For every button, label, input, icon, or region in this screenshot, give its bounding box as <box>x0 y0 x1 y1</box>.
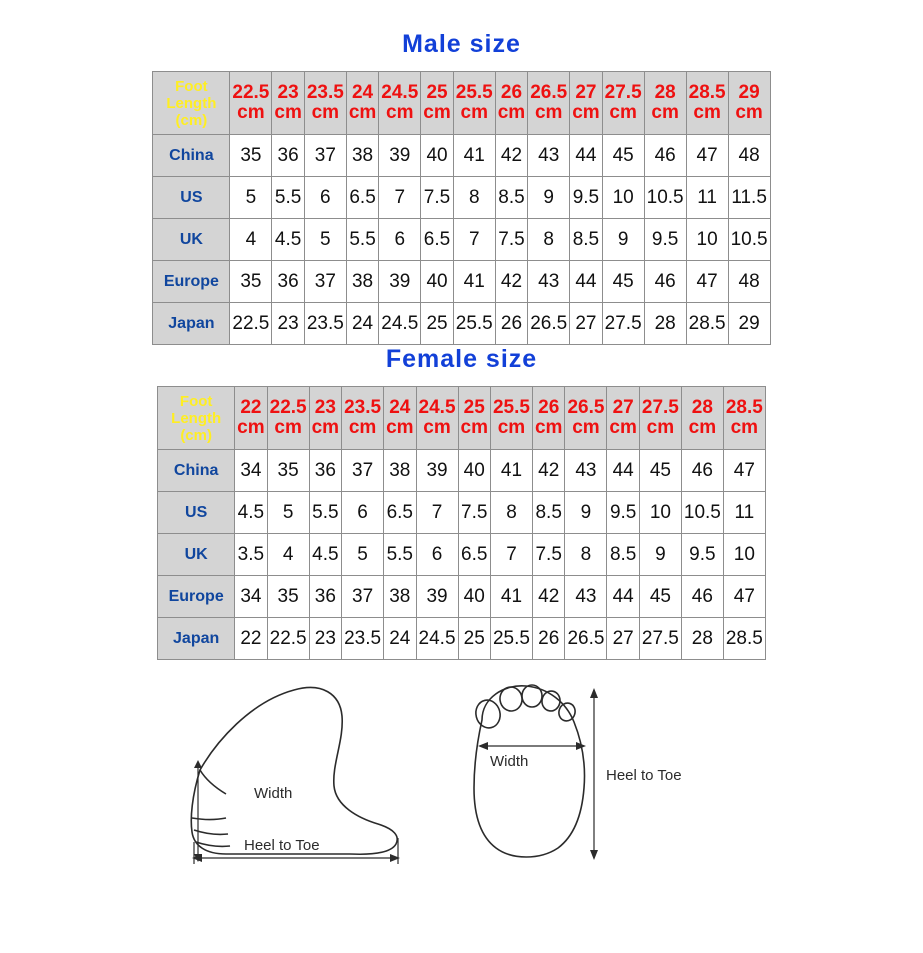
region-label: Japan <box>153 303 230 345</box>
size-value-cell: 9 <box>565 492 607 534</box>
size-value-cell: 38 <box>384 450 416 492</box>
size-value-cell: 24 <box>346 303 378 345</box>
foot-length-header <box>158 387 235 450</box>
size-value-cell: 26.5 <box>565 618 607 660</box>
foot-length-unit: cm <box>497 417 526 438</box>
foot-length-cell <box>267 387 309 450</box>
size-value-cell: 45 <box>602 261 644 303</box>
foot-length-value: 29 <box>738 82 760 103</box>
foot-length-unit: cm <box>609 102 637 123</box>
size-value-cell: 5 <box>267 492 309 534</box>
side-view-length-label: Heel to Toe <box>243 837 320 854</box>
foot-length-value: 28 <box>691 397 713 418</box>
foot-length-value: 23 <box>314 397 336 418</box>
size-value-cell: 8 <box>565 534 607 576</box>
foot-length-value: 28.5 <box>725 397 763 418</box>
foot-length-unit: cm <box>534 417 563 438</box>
foot-length-cell <box>495 72 527 135</box>
size-value-cell: 36 <box>272 135 304 177</box>
size-value-cell: 25.5 <box>453 303 495 345</box>
size-value-cell: 47 <box>686 135 728 177</box>
size-value-cell: 10 <box>686 219 728 261</box>
size-value-cell: 44 <box>570 135 602 177</box>
size-value-cell: 45 <box>639 450 681 492</box>
size-value-cell: 37 <box>304 261 346 303</box>
foot-length-unit: cm <box>311 417 340 438</box>
foot-length-cell <box>309 387 341 450</box>
size-value-cell: 28 <box>644 303 686 345</box>
size-value-cell: 38 <box>346 261 378 303</box>
foot-measurement-diagram <box>0 668 923 868</box>
top-view-length-label: Heel to Toe <box>605 767 682 784</box>
foot-length-unit: cm <box>386 417 414 438</box>
foot-length-unit: cm <box>646 417 675 438</box>
foot-length-cell <box>728 72 770 135</box>
foot-length-header-line: Length <box>171 409 222 427</box>
size-value-cell: 47 <box>723 576 765 618</box>
foot-length-cell <box>490 387 532 450</box>
size-value-cell: 40 <box>458 576 490 618</box>
size-value-cell: 6 <box>416 534 458 576</box>
size-value-cell: 42 <box>495 261 527 303</box>
size-value-cell: 23 <box>309 618 341 660</box>
size-value-cell: 5.5 <box>309 492 341 534</box>
size-value-cell: 41 <box>490 450 532 492</box>
size-value-cell: 26 <box>495 303 527 345</box>
foot-length-cell <box>565 387 607 450</box>
size-value-cell: 37 <box>342 576 384 618</box>
top-view-width-label: Width <box>489 753 528 770</box>
size-value-cell: 10.5 <box>728 219 770 261</box>
size-value-cell: 27 <box>607 618 639 660</box>
size-value-cell: 34 <box>235 450 267 492</box>
foot-length-cell <box>570 72 602 135</box>
size-value-cell: 10.5 <box>681 492 723 534</box>
size-value-cell: 29 <box>728 303 770 345</box>
size-value-cell: 7.5 <box>458 492 490 534</box>
foot-length-cell <box>416 387 458 450</box>
size-value-cell: 36 <box>309 576 341 618</box>
size-value-cell: 35 <box>267 576 309 618</box>
table-header-row <box>158 387 766 450</box>
size-value-cell: 10 <box>602 177 644 219</box>
size-value-cell: 39 <box>416 450 458 492</box>
foot-length-value: 26.5 <box>567 397 605 418</box>
size-value-cell: 46 <box>681 576 723 618</box>
size-value-cell: 8.5 <box>532 492 564 534</box>
size-value-cell: 8 <box>528 219 570 261</box>
size-value-cell: 7 <box>379 177 421 219</box>
foot-length-unit: cm <box>311 102 340 123</box>
size-value-cell: 27.5 <box>602 303 644 345</box>
size-value-cell: 5.5 <box>384 534 416 576</box>
size-value-cell: 36 <box>309 450 341 492</box>
foot-length-cell <box>681 387 723 450</box>
foot-length-cell <box>607 387 639 450</box>
foot-length-header-line: Foot <box>175 77 208 95</box>
foot-length-value: 25.5 <box>455 82 493 103</box>
size-value-cell: 6.5 <box>346 177 378 219</box>
region-label: US <box>158 492 235 534</box>
size-value-cell: 5 <box>230 177 272 219</box>
size-chart-page <box>0 30 923 953</box>
diagram-svg <box>182 668 742 868</box>
size-value-cell: 4 <box>230 219 272 261</box>
foot-length-cell <box>230 72 272 135</box>
foot-length-unit: cm <box>237 417 265 438</box>
size-value-cell: 25 <box>421 303 453 345</box>
foot-length-value: 22 <box>240 397 262 418</box>
female-size-title: Female size <box>385 345 538 373</box>
foot-length-cell <box>644 72 686 135</box>
size-value-cell: 9.5 <box>570 177 602 219</box>
size-value-cell: 47 <box>686 261 728 303</box>
size-value-cell: 43 <box>528 135 570 177</box>
foot-length-unit: cm <box>274 102 302 123</box>
size-value-cell: 44 <box>607 450 639 492</box>
size-value-cell: 46 <box>644 261 686 303</box>
size-value-cell: 6.5 <box>384 492 416 534</box>
size-value-cell: 5.5 <box>346 219 378 261</box>
size-value-cell: 4.5 <box>272 219 304 261</box>
foot-length-value: 27 <box>575 82 597 103</box>
size-value-cell: 7.5 <box>421 177 453 219</box>
foot-length-header <box>153 72 230 135</box>
size-value-cell: 11 <box>723 492 765 534</box>
region-label: Europe <box>153 261 230 303</box>
size-value-cell: 43 <box>565 450 607 492</box>
foot-length-value: 26 <box>538 397 560 418</box>
foot-length-header-line: Length <box>166 94 217 112</box>
size-value-cell: 6.5 <box>421 219 453 261</box>
foot-length-cell <box>458 387 490 450</box>
foot-length-unit: cm <box>460 102 488 123</box>
male-size-title: Male size <box>402 30 521 58</box>
foot-length-value: 25 <box>463 397 485 418</box>
side-view-width-label: Width <box>253 785 292 802</box>
foot-length-value: 26 <box>500 82 523 103</box>
foot-length-cell <box>639 387 681 450</box>
foot-length-cell <box>342 387 384 450</box>
size-value-cell: 9 <box>639 534 681 576</box>
size-value-cell: 27.5 <box>639 618 681 660</box>
foot-length-cell <box>235 387 267 450</box>
foot-length-value: 23.5 <box>344 397 382 418</box>
foot-length-unit: cm <box>730 417 759 438</box>
size-value-cell: 9.5 <box>681 534 723 576</box>
size-value-cell: 22.5 <box>230 303 272 345</box>
size-value-cell: 46 <box>644 135 686 177</box>
foot-length-unit: cm <box>423 417 451 438</box>
size-value-cell: 6 <box>379 219 421 261</box>
foot-length-unit: cm <box>572 102 600 123</box>
region-label: UK <box>153 219 230 261</box>
size-value-cell: 25.5 <box>490 618 532 660</box>
size-value-cell: 41 <box>453 261 495 303</box>
foot-length-cell <box>272 72 304 135</box>
foot-length-cell <box>421 72 453 135</box>
size-value-cell: 39 <box>379 261 421 303</box>
female-size-table <box>157 386 766 660</box>
foot-length-unit: cm <box>609 417 637 438</box>
region-label: US <box>153 177 230 219</box>
size-value-cell: 43 <box>565 576 607 618</box>
foot-length-cell <box>379 72 421 135</box>
size-value-cell: 28 <box>681 618 723 660</box>
size-value-cell: 7.5 <box>532 534 564 576</box>
region-label: Europe <box>158 576 235 618</box>
size-value-cell: 8.5 <box>607 534 639 576</box>
top-view-length-dimension <box>590 688 598 860</box>
foot-length-value: 25 <box>426 82 448 103</box>
foot-length-cell <box>304 72 346 135</box>
region-label: Japan <box>158 618 235 660</box>
size-value-cell: 7 <box>416 492 458 534</box>
size-value-cell: 11 <box>686 177 728 219</box>
size-value-cell: 34 <box>235 576 267 618</box>
foot-length-cell <box>528 72 570 135</box>
size-value-cell: 27 <box>570 303 602 345</box>
foot-length-unit: cm <box>693 102 721 123</box>
size-value-cell: 10.5 <box>644 177 686 219</box>
foot-length-header-line: Foot <box>179 392 213 410</box>
size-value-cell: 40 <box>458 450 490 492</box>
foot-length-cell <box>602 72 644 135</box>
male-size-table <box>152 71 770 345</box>
foot-length-unit: cm <box>348 417 377 438</box>
table-row <box>153 177 770 219</box>
size-value-cell: 42 <box>495 135 527 177</box>
table-row <box>158 492 766 534</box>
size-value-cell: 24.5 <box>379 303 421 345</box>
size-value-cell: 41 <box>490 576 532 618</box>
table-row <box>158 450 766 492</box>
table-row <box>158 618 766 660</box>
foot-length-unit: cm <box>497 102 526 123</box>
foot-length-unit: cm <box>688 417 717 438</box>
size-value-cell: 24 <box>384 618 416 660</box>
size-value-cell: 38 <box>346 135 378 177</box>
table-row <box>153 261 770 303</box>
foot-length-unit: cm <box>237 102 265 123</box>
top-view-width-dimension <box>478 742 586 750</box>
size-value-cell: 46 <box>681 450 723 492</box>
table-row <box>153 135 770 177</box>
size-value-cell: 3.5 <box>235 534 267 576</box>
foot-length-cell <box>384 387 416 450</box>
size-value-cell: 26 <box>532 618 564 660</box>
side-view-foot <box>191 688 397 855</box>
region-label: China <box>153 135 230 177</box>
size-value-cell: 9 <box>528 177 570 219</box>
size-value-cell: 22.5 <box>267 618 309 660</box>
size-value-cell: 28.5 <box>723 618 765 660</box>
foot-length-header-line: (cm) <box>175 111 208 129</box>
foot-length-unit: cm <box>651 102 679 123</box>
size-value-cell: 5 <box>342 534 384 576</box>
foot-length-value: 23.5 <box>306 82 344 103</box>
foot-length-value: 28 <box>654 82 676 103</box>
size-value-cell: 25 <box>458 618 490 660</box>
size-value-cell: 43 <box>528 261 570 303</box>
foot-length-value: 24.5 <box>381 82 419 103</box>
size-value-cell: 40 <box>421 261 453 303</box>
table-row <box>158 534 766 576</box>
foot-length-value: 24.5 <box>418 397 456 418</box>
size-value-cell: 7.5 <box>495 219 527 261</box>
foot-length-value: 27.5 <box>604 82 642 103</box>
foot-length-unit: cm <box>386 102 414 123</box>
size-value-cell: 6.5 <box>458 534 490 576</box>
size-value-cell: 4.5 <box>235 492 267 534</box>
foot-length-value: 28.5 <box>688 82 726 103</box>
size-value-cell: 44 <box>607 576 639 618</box>
size-value-cell: 47 <box>723 450 765 492</box>
size-value-cell: 35 <box>267 450 309 492</box>
size-value-cell: 9 <box>602 219 644 261</box>
foot-length-value: 22.5 <box>269 397 307 418</box>
foot-length-value: 22.5 <box>232 82 270 103</box>
foot-length-cell <box>532 387 564 450</box>
foot-length-unit: cm <box>274 417 302 438</box>
region-label: China <box>158 450 235 492</box>
size-value-cell: 6 <box>342 492 384 534</box>
size-value-cell: 4 <box>267 534 309 576</box>
foot-length-value: 25.5 <box>492 397 530 418</box>
foot-length-cell <box>346 72 378 135</box>
foot-length-value: 23 <box>277 82 299 103</box>
size-value-cell: 26.5 <box>528 303 570 345</box>
size-value-cell: 23 <box>272 303 304 345</box>
size-value-cell: 48 <box>728 261 770 303</box>
foot-length-unit: cm <box>348 102 377 123</box>
size-value-cell: 23.5 <box>342 618 384 660</box>
size-value-cell: 10 <box>639 492 681 534</box>
size-value-cell: 35 <box>230 261 272 303</box>
foot-length-cell <box>453 72 495 135</box>
size-value-cell: 8 <box>490 492 532 534</box>
size-value-cell: 24.5 <box>416 618 458 660</box>
size-value-cell: 41 <box>453 135 495 177</box>
size-value-cell: 28.5 <box>686 303 728 345</box>
size-value-cell: 8.5 <box>570 219 602 261</box>
table-row <box>153 219 770 261</box>
table-row <box>158 576 766 618</box>
size-value-cell: 5.5 <box>272 177 304 219</box>
table-header-row <box>153 72 770 135</box>
size-value-cell: 9.5 <box>607 492 639 534</box>
size-value-cell: 5 <box>304 219 346 261</box>
foot-length-unit: cm <box>534 102 563 123</box>
size-value-cell: 11.5 <box>728 177 770 219</box>
size-value-cell: 4.5 <box>309 534 341 576</box>
region-label: UK <box>158 534 235 576</box>
size-value-cell: 45 <box>602 135 644 177</box>
foot-length-unit: cm <box>423 102 451 123</box>
foot-length-unit: cm <box>460 417 488 438</box>
size-value-cell: 40 <box>421 135 453 177</box>
size-value-cell: 37 <box>304 135 346 177</box>
size-value-cell: 23.5 <box>304 303 346 345</box>
size-value-cell: 37 <box>342 450 384 492</box>
size-value-cell: 7 <box>453 219 495 261</box>
size-value-cell: 10 <box>723 534 765 576</box>
size-value-cell: 42 <box>532 576 564 618</box>
top-view-foot <box>472 685 584 857</box>
size-value-cell: 45 <box>639 576 681 618</box>
size-value-cell: 8 <box>453 177 495 219</box>
size-value-cell: 9.5 <box>644 219 686 261</box>
foot-length-value: 26.5 <box>530 82 568 103</box>
size-value-cell: 36 <box>272 261 304 303</box>
table-row <box>153 303 770 345</box>
foot-length-cell <box>686 72 728 135</box>
foot-length-header-line: (cm) <box>180 426 212 444</box>
foot-length-unit: cm <box>572 417 600 438</box>
size-value-cell: 42 <box>532 450 564 492</box>
foot-length-value: 24 <box>351 82 374 103</box>
size-value-cell: 39 <box>379 135 421 177</box>
size-value-cell: 6 <box>304 177 346 219</box>
foot-length-value: 27.5 <box>641 397 679 418</box>
size-value-cell: 48 <box>728 135 770 177</box>
size-value-cell: 35 <box>230 135 272 177</box>
foot-length-value: 24 <box>389 397 411 418</box>
foot-length-cell <box>723 387 765 450</box>
size-value-cell: 38 <box>384 576 416 618</box>
size-value-cell: 22 <box>235 618 267 660</box>
size-value-cell: 7 <box>490 534 532 576</box>
size-value-cell: 44 <box>570 261 602 303</box>
size-value-cell: 8.5 <box>495 177 527 219</box>
foot-length-unit: cm <box>735 102 763 123</box>
foot-length-value: 27 <box>612 397 634 418</box>
size-value-cell: 39 <box>416 576 458 618</box>
